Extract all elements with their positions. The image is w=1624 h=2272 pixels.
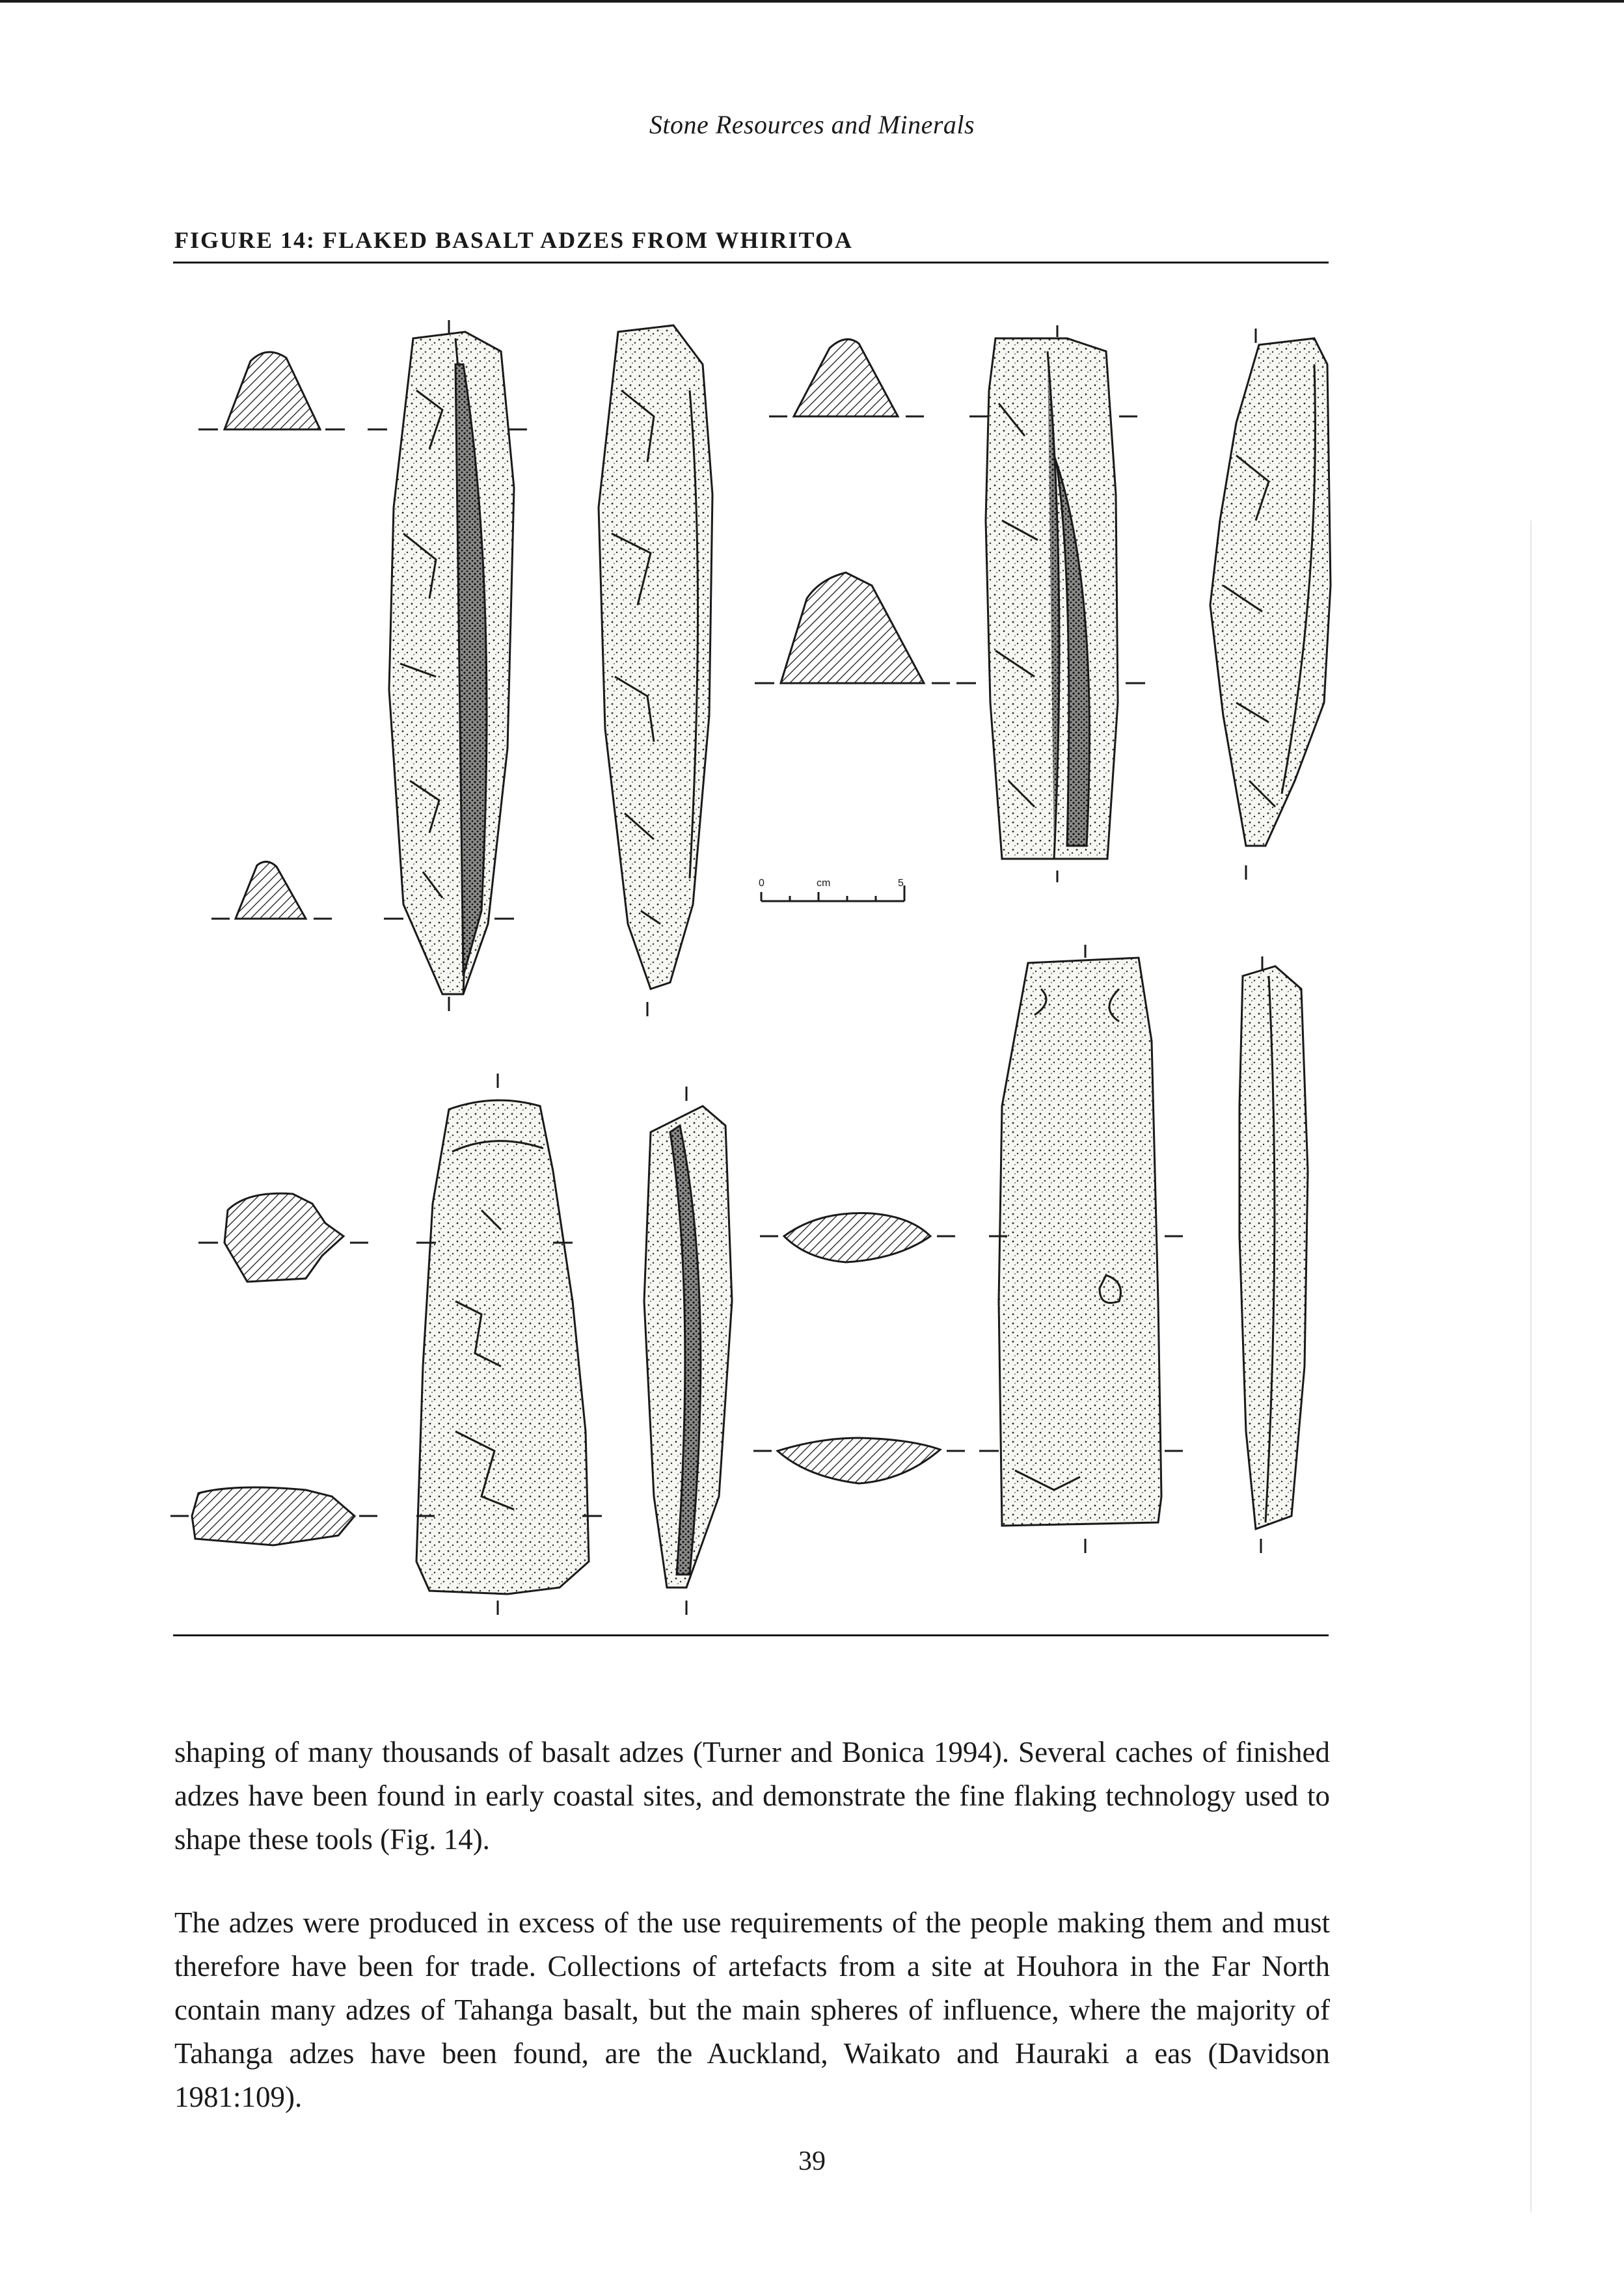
running-head: Stone Resources and Minerals [649,110,975,139]
cross-section-bottom-middle-2 [778,1438,940,1483]
scale-bar-start-label: 0 [759,878,765,889]
scan-edge-line [1530,521,1532,2212]
scale-bar [761,886,904,901]
adze-4 [1210,338,1331,846]
body-paragraph-1: shaping of many thousands of basalt adzes (Turner and Bonica 1994). Several caches of finished adzes have been found in early coastal sites, and demonstrate the fine flaking technology used to shape these tools (Fig. 14). [174,1736,1330,1856]
adze-2 [599,325,712,989]
page-number: 39 [798,2146,826,2176]
cross-section-bottom-middle-1 [784,1213,930,1262]
adze-1 [389,332,514,994]
figure-caption: FIGURE 14: FLAKED BASALT ADZES FROM WHIRITOA [174,227,853,253]
cross-section-top-left [224,352,320,429]
cross-section-middle-middle [781,573,924,683]
scale-bar-unit-label: cm [817,878,831,889]
cross-section-bottom-left-2 [192,1487,355,1545]
cross-section-top-middle [794,339,898,416]
scale-bar-end-label: 5 [898,878,904,889]
adze-5 [416,1100,589,1594]
figure-bottom-rule [173,1634,1329,1636]
cross-section-lower-left [236,861,306,919]
body-paragraph-2: The adzes were produced in excess of the use requirements of the people making them and must therefore have been for trade. Collections of artefacts from a site at Houhora in the Far North contain many adzes of Tahanga basalt, but the main spheres of influence, where the majority of Tahanga adzes have been found, are the Auckland, Waikato and Hauraki a eas (Davidson 1981:109). [174,1906,1330,2113]
adze-7 [999,958,1161,1526]
cross-section-bottom-left-1 [224,1193,344,1282]
